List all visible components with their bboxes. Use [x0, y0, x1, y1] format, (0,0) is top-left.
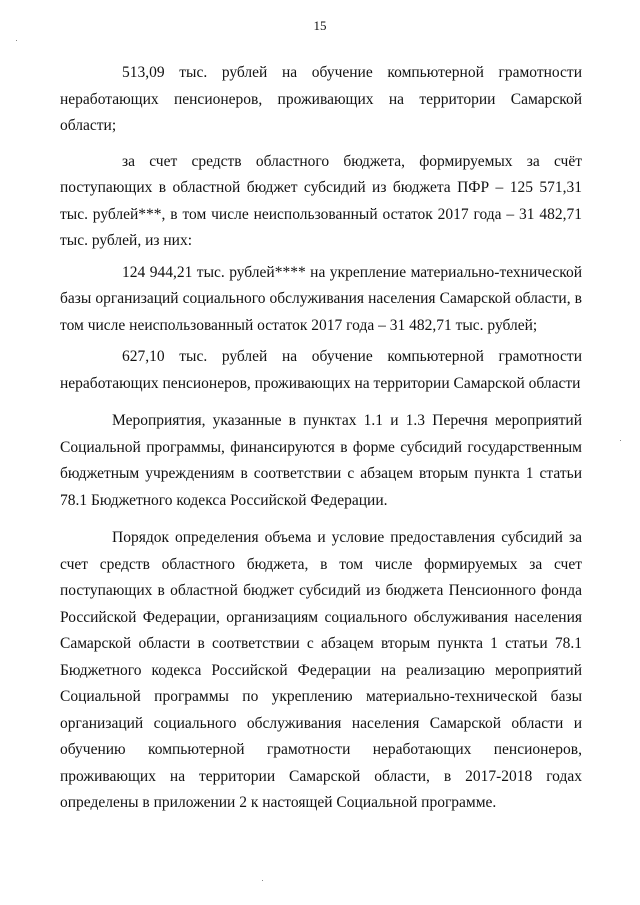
paragraph-material-base: 124 944,21 тыс. рублей**** на укрепление материально-технической базы организаций социального обслуживания населения Самарской области, в том числе неиспользованный остаток 2017 года – 31 482,71 тыс. рублей; — [60, 263, 582, 334]
paragraph-computer-literacy-regional: 513,09 тыс. рублей на обучение компьютерной грамотности неработающих пенсионеров, проживающих на территории Самарской области; — [60, 64, 582, 134]
page-number: 15 — [313, 18, 327, 33]
scan-speck — [262, 880, 263, 881]
paragraph-computer-literacy-pfr: 627,10 тыс. рублей на обучение компьютерной грамотности неработающих пенсионеров, проживающих на территории Самарской области — [60, 348, 582, 392]
document-body — [60, 60, 582, 817]
scan-speck — [620, 440, 621, 441]
paragraph-pfr-subsidies: за счет средств областного бюджета, формируемых за счёт поступающих в областной бюджет субсидий из бюджета ПФР – 125 571,31 тыс. рублей***, в том числе неиспользованный остаток 2017 года – 31 482,71 тыс. рублей, из них: — [60, 152, 582, 249]
scan-speck — [16, 40, 17, 41]
paragraph-measures-financing: Мероприятия, указанные в пунктах 1.1 и 1.3 Перечня мероприятий Социальной программы, финансируются в форме субсидий государственным бюджетным учреждениям в соответствии с абзацем вторым пункта 1 статьи 78.1 Бюджетного кодекса Российской Федерации. — [60, 412, 582, 509]
paragraph-subsidy-procedure: Порядок определения объема и условие предоставления субсидий за счет средств областного бюджета, в том числе формируемых за счет поступающих в областной бюджет субсидий из бюджета Пенсионного фонда Российской Федерации, организациям социального обслуживания населения Самарской области в соответствии с абзацем вторым пункта 1 статьи 78.1 Бюджетного кодекса Российской Федерации на реализацию мероприятий Социальной программы по укреплению материально-технической базы организаций социального обслуживания населения Самарской области и обучению компьютерной грамотности неработающих пенсионеров, проживающих на территории Самарской области, в 2017-2018 годах определены в приложении 2 к настоящей Социальной программе. — [60, 529, 582, 811]
